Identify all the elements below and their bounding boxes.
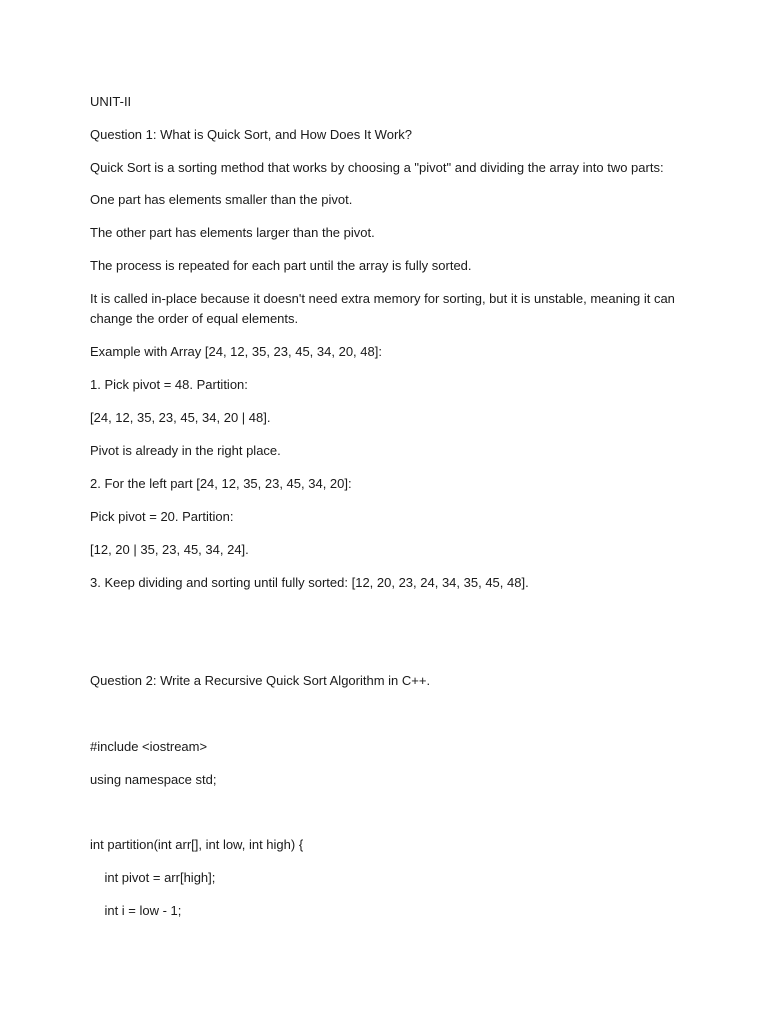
question-2-title: Question 2: Write a Recursive Quick Sort Algorithm in C++. — [90, 673, 431, 688]
q1-step-2-pivot: Pick pivot = 20. Partition: — [90, 509, 234, 524]
q1-step-1-note: Pivot is already in the right place. — [90, 443, 281, 458]
code-line-3: int partition(int arr[], int low, int high) { — [90, 837, 304, 852]
q1-in-place: It is called in-place because it doesn't need extra memory for sorting, but it is unstable, meaning it can change the order of equal elements. — [90, 291, 679, 326]
code-line-2: using namespace std; — [90, 772, 217, 787]
unit-heading: UNIT-II — [90, 94, 132, 109]
q1-repeat: The process is repeated for each part until the array is fully sorted. — [90, 258, 472, 273]
code-line-5: int i = low - 1; — [90, 903, 182, 918]
q1-step-1: 1. Pick pivot = 48. Partition: — [90, 377, 248, 392]
q1-part-smaller: One part has elements smaller than the pivot. — [90, 192, 353, 207]
code-line-4: int pivot = arr[high]; — [90, 870, 216, 885]
q1-intro: Quick Sort is a sorting method that works by choosing a "pivot" and dividing the array into two parts: — [90, 160, 664, 175]
q1-step-3: 3. Keep dividing and sorting until fully sorted: [12, 20, 23, 24, 34, 35, 45, 48]. — [90, 575, 529, 590]
q1-step-2-result: [12, 20 | 35, 23, 45, 34, 24]. — [90, 542, 249, 557]
q1-step-2: 2. For the left part [24, 12, 35, 23, 45, 34, 20]: — [90, 476, 352, 491]
q1-step-1-result: [24, 12, 35, 23, 45, 34, 20 | 48]. — [90, 410, 271, 425]
q1-part-larger: The other part has elements larger than the pivot. — [90, 225, 375, 240]
q1-example-heading: Example with Array [24, 12, 35, 23, 45, 34, 20, 48]: — [90, 344, 382, 359]
code-line-1: #include <iostream> — [90, 739, 208, 754]
question-1-title: Question 1: What is Quick Sort, and How Does It Work? — [90, 127, 412, 142]
